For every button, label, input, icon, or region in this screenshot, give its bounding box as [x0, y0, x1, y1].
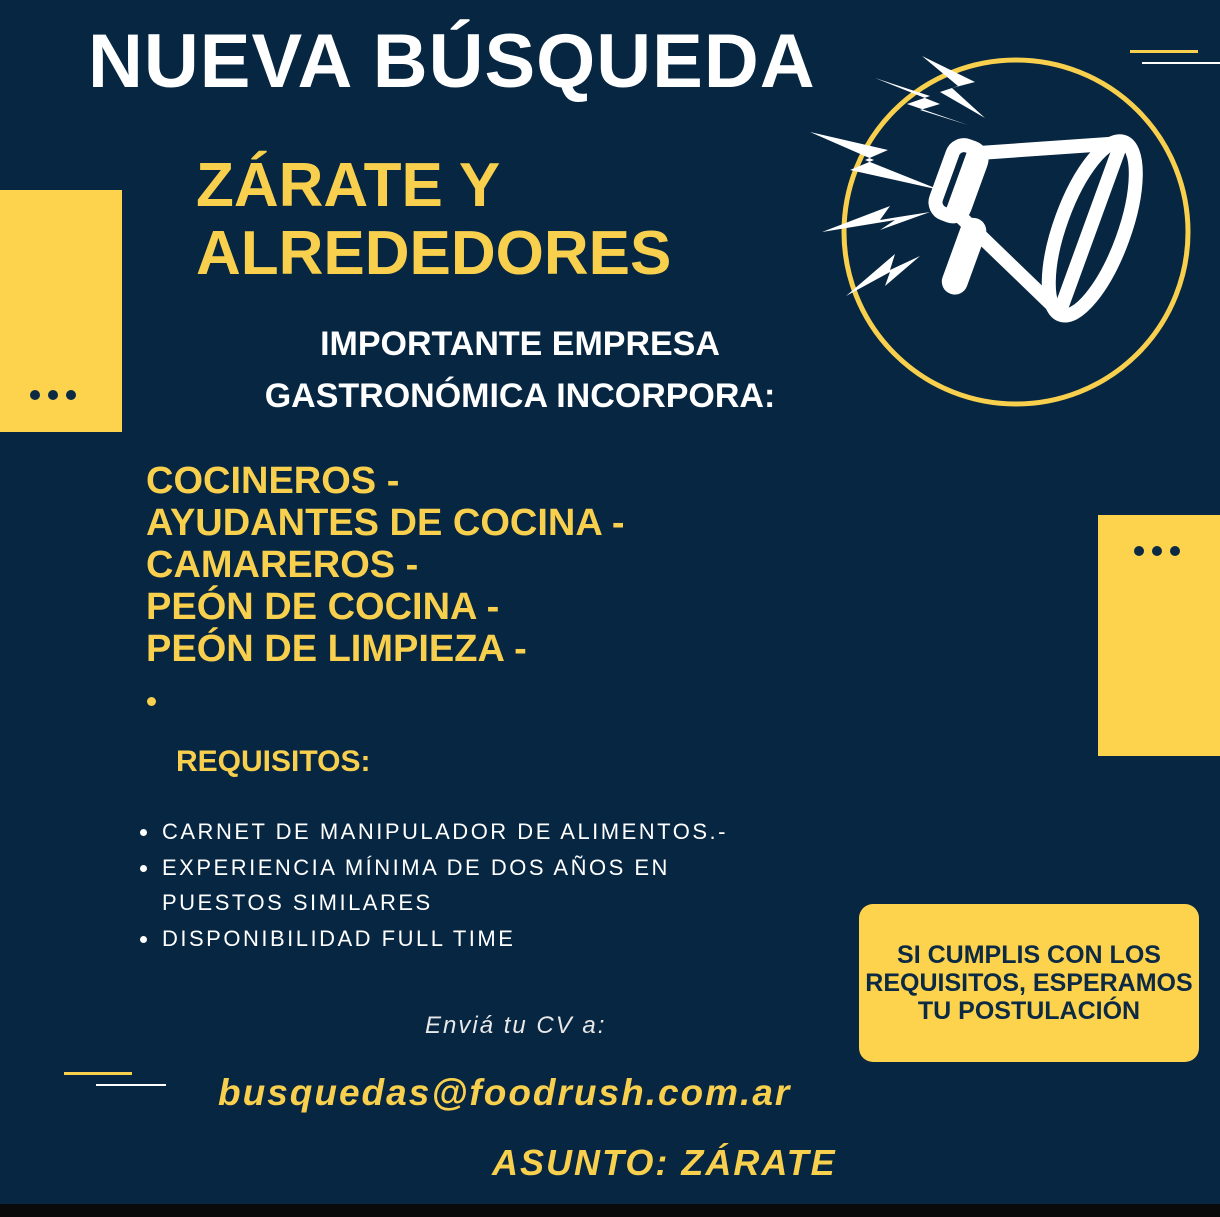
contact-email[interactable]: busquedas@foodrush.com.ar [218, 1072, 792, 1113]
requirement-item: EXPERIENCIA MÍNIMA DE DOS AÑOS EN PUESTOS SIMILARES [138, 850, 734, 921]
more-dots-icon [30, 390, 76, 400]
more-dots-icon [1134, 546, 1180, 556]
email-subject: ASUNTO: ZÁRATE [492, 1142, 837, 1183]
company-line-2: GASTRONÓMICA INCORPORA: [264, 377, 776, 415]
job-item: PEÓN DE COCINA - [146, 586, 500, 628]
company-intro [230, 318, 810, 422]
company-line-1: IMPORTANTE EMPRESA [320, 325, 720, 363]
job-item: PEÓN DE LIMPIEZA - [146, 628, 527, 670]
page-title: NUEVA BÚSQUEDA [88, 19, 816, 104]
cta-text: SI CUMPLIS CON LOS REQUISITOS, ESPERAMOS TU POSTULACIÓN [865, 941, 1193, 1025]
bullet-dot [147, 697, 156, 706]
job-list [146, 460, 625, 670]
cta-box [859, 904, 1199, 1062]
send-cv-label: Enviá tu CV a: [425, 1012, 607, 1039]
decor-line-yellow-bottom [64, 1072, 132, 1075]
location-line-1: ZÁRATE Y [196, 151, 501, 220]
requirements-title: REQUISITOS: [176, 745, 371, 778]
decor-line-white-bottom [96, 1084, 166, 1086]
requirement-item: DISPONIBILIDAD FULL TIME [138, 921, 734, 957]
location-heading [196, 152, 671, 288]
megaphone-icon [800, 50, 1200, 410]
job-item: AYUDANTES DE COCINA - [146, 502, 625, 544]
requirement-item: CARNET DE MANIPULADOR DE ALIMENTOS.- [138, 814, 734, 850]
location-line-2: ALREDEDORES [196, 219, 672, 288]
job-item: COCINEROS - [146, 460, 400, 502]
job-item: CAMAREROS - [146, 544, 419, 586]
requirements-list [138, 814, 734, 956]
